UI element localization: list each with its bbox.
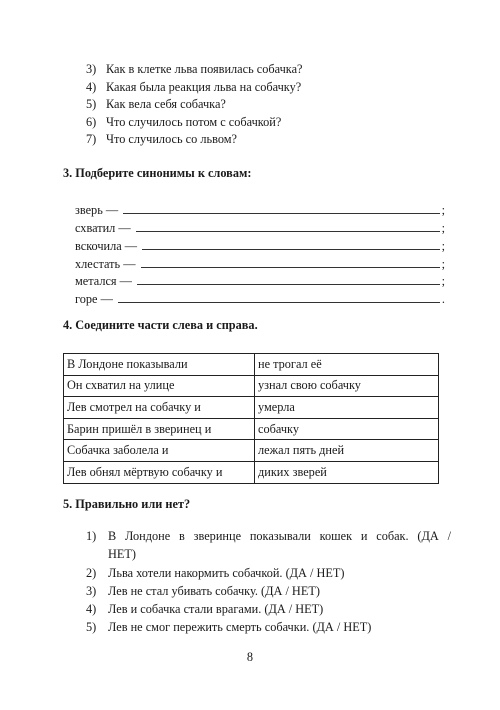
table-row xyxy=(64,397,439,419)
table-row xyxy=(64,354,439,376)
answer-blank-line[interactable] xyxy=(141,267,440,268)
line-end-punct: ; xyxy=(441,238,445,253)
synonyms-list xyxy=(75,200,445,307)
section-4-title: 4. Соедините части слева и справа. xyxy=(63,318,258,332)
right-part-cell: собачку xyxy=(255,418,439,440)
page-number: 8 xyxy=(246,650,254,664)
statement-item xyxy=(86,527,451,564)
answer-blank-line[interactable] xyxy=(142,249,439,250)
statement-number: 3) xyxy=(86,583,97,598)
question-text: Что случилось со львом? xyxy=(106,132,237,147)
synonym-word: схватил — xyxy=(75,220,131,235)
synonym-word: вскочила — xyxy=(75,238,138,253)
synonym-word: горе — xyxy=(75,292,113,307)
question-number: 6) xyxy=(86,114,97,129)
answer-blank-line[interactable] xyxy=(136,231,440,232)
synonym-word: зверь — xyxy=(75,202,119,217)
synonym-word: хлестать — xyxy=(75,256,136,271)
line-end-punct: ; xyxy=(441,220,445,235)
question-item xyxy=(86,61,302,79)
synonym-word: метался — xyxy=(75,274,132,289)
statement-number: 4) xyxy=(86,602,97,617)
synonym-row xyxy=(75,236,445,254)
statement-number: 1) xyxy=(86,529,97,543)
statement-text: Льва хотели накормить собачкой. (ДА / НЕТ) xyxy=(108,565,345,580)
question-item xyxy=(86,96,302,114)
synonym-row xyxy=(75,218,445,236)
left-part-cell: Барин пришёл в зверинец и xyxy=(64,418,255,440)
synonym-row xyxy=(75,272,445,290)
statement-text xyxy=(108,527,451,564)
question-text: Как вела себя собачка? xyxy=(106,97,226,112)
right-part-cell: не трогал её xyxy=(255,354,439,376)
statement-text-line: НЕТ) xyxy=(108,547,136,562)
left-part-cell: Лев обнял мёртвую собачку и xyxy=(64,461,255,483)
question-number: 4) xyxy=(86,79,97,94)
table-row xyxy=(64,375,439,397)
line-end-punct: ; xyxy=(441,202,445,217)
statement-number: 2) xyxy=(86,565,97,580)
question-text: Какая была реакция льва на собачку? xyxy=(106,79,302,94)
statement-number: 5) xyxy=(86,620,97,635)
left-part-cell: Лев смотрел на собачку и xyxy=(64,397,255,419)
true-false-list xyxy=(86,527,451,637)
line-end-punct: ; xyxy=(441,256,445,271)
answer-blank-line[interactable] xyxy=(137,284,440,285)
question-text: Что случилось потом с собачкой? xyxy=(106,114,282,129)
right-part-cell: умерла xyxy=(255,397,439,419)
statement-item xyxy=(86,582,451,600)
statement-text-line: В Лондоне в зверинце показывали кошек и собак. (ДА / xyxy=(108,529,451,543)
left-part-cell: Он схватил на улице xyxy=(64,375,255,397)
statement-item xyxy=(86,618,451,636)
right-part-cell: диких зверей xyxy=(255,461,439,483)
statement-text: Лев и собачка стали врагами. (ДА / НЕТ) xyxy=(108,602,324,617)
right-part-cell: узнал свою собачку xyxy=(255,375,439,397)
table-row xyxy=(64,418,439,440)
synonym-row xyxy=(75,289,445,307)
synonym-row xyxy=(75,200,445,218)
statement-text: Лев не смог пережить смерть собачки. (ДА / НЕТ) xyxy=(108,620,372,635)
line-end-punct: ; xyxy=(441,274,445,289)
question-item xyxy=(86,114,302,132)
question-number: 3) xyxy=(86,62,97,76)
answer-blank-line[interactable] xyxy=(118,302,440,303)
question-number: 5) xyxy=(86,97,97,112)
line-end-punct: . xyxy=(441,292,445,307)
statement-text: Лев не стал убивать собачку. (ДА / НЕТ) xyxy=(108,583,320,598)
section-3-title: 3. Подберите синонимы к словам: xyxy=(63,166,252,180)
table-row xyxy=(64,461,439,483)
matching-table xyxy=(63,353,439,484)
answer-blank-line[interactable] xyxy=(123,213,439,214)
left-part-cell: Собачка заболела и xyxy=(64,440,255,462)
question-text: Как в клетке льва появилась собачка? xyxy=(106,62,303,76)
table-row xyxy=(64,440,439,462)
question-item xyxy=(86,131,302,149)
left-part-cell: В Лондоне показывали xyxy=(64,354,255,376)
statement-item xyxy=(86,600,451,618)
statement-item xyxy=(86,564,451,582)
section-5-title: 5. Правильно или нет? xyxy=(63,497,191,511)
right-part-cell: лежал пять дней xyxy=(255,440,439,462)
question-list xyxy=(86,61,302,149)
synonym-row xyxy=(75,254,445,272)
question-item xyxy=(86,79,302,97)
question-number: 7) xyxy=(86,132,97,147)
